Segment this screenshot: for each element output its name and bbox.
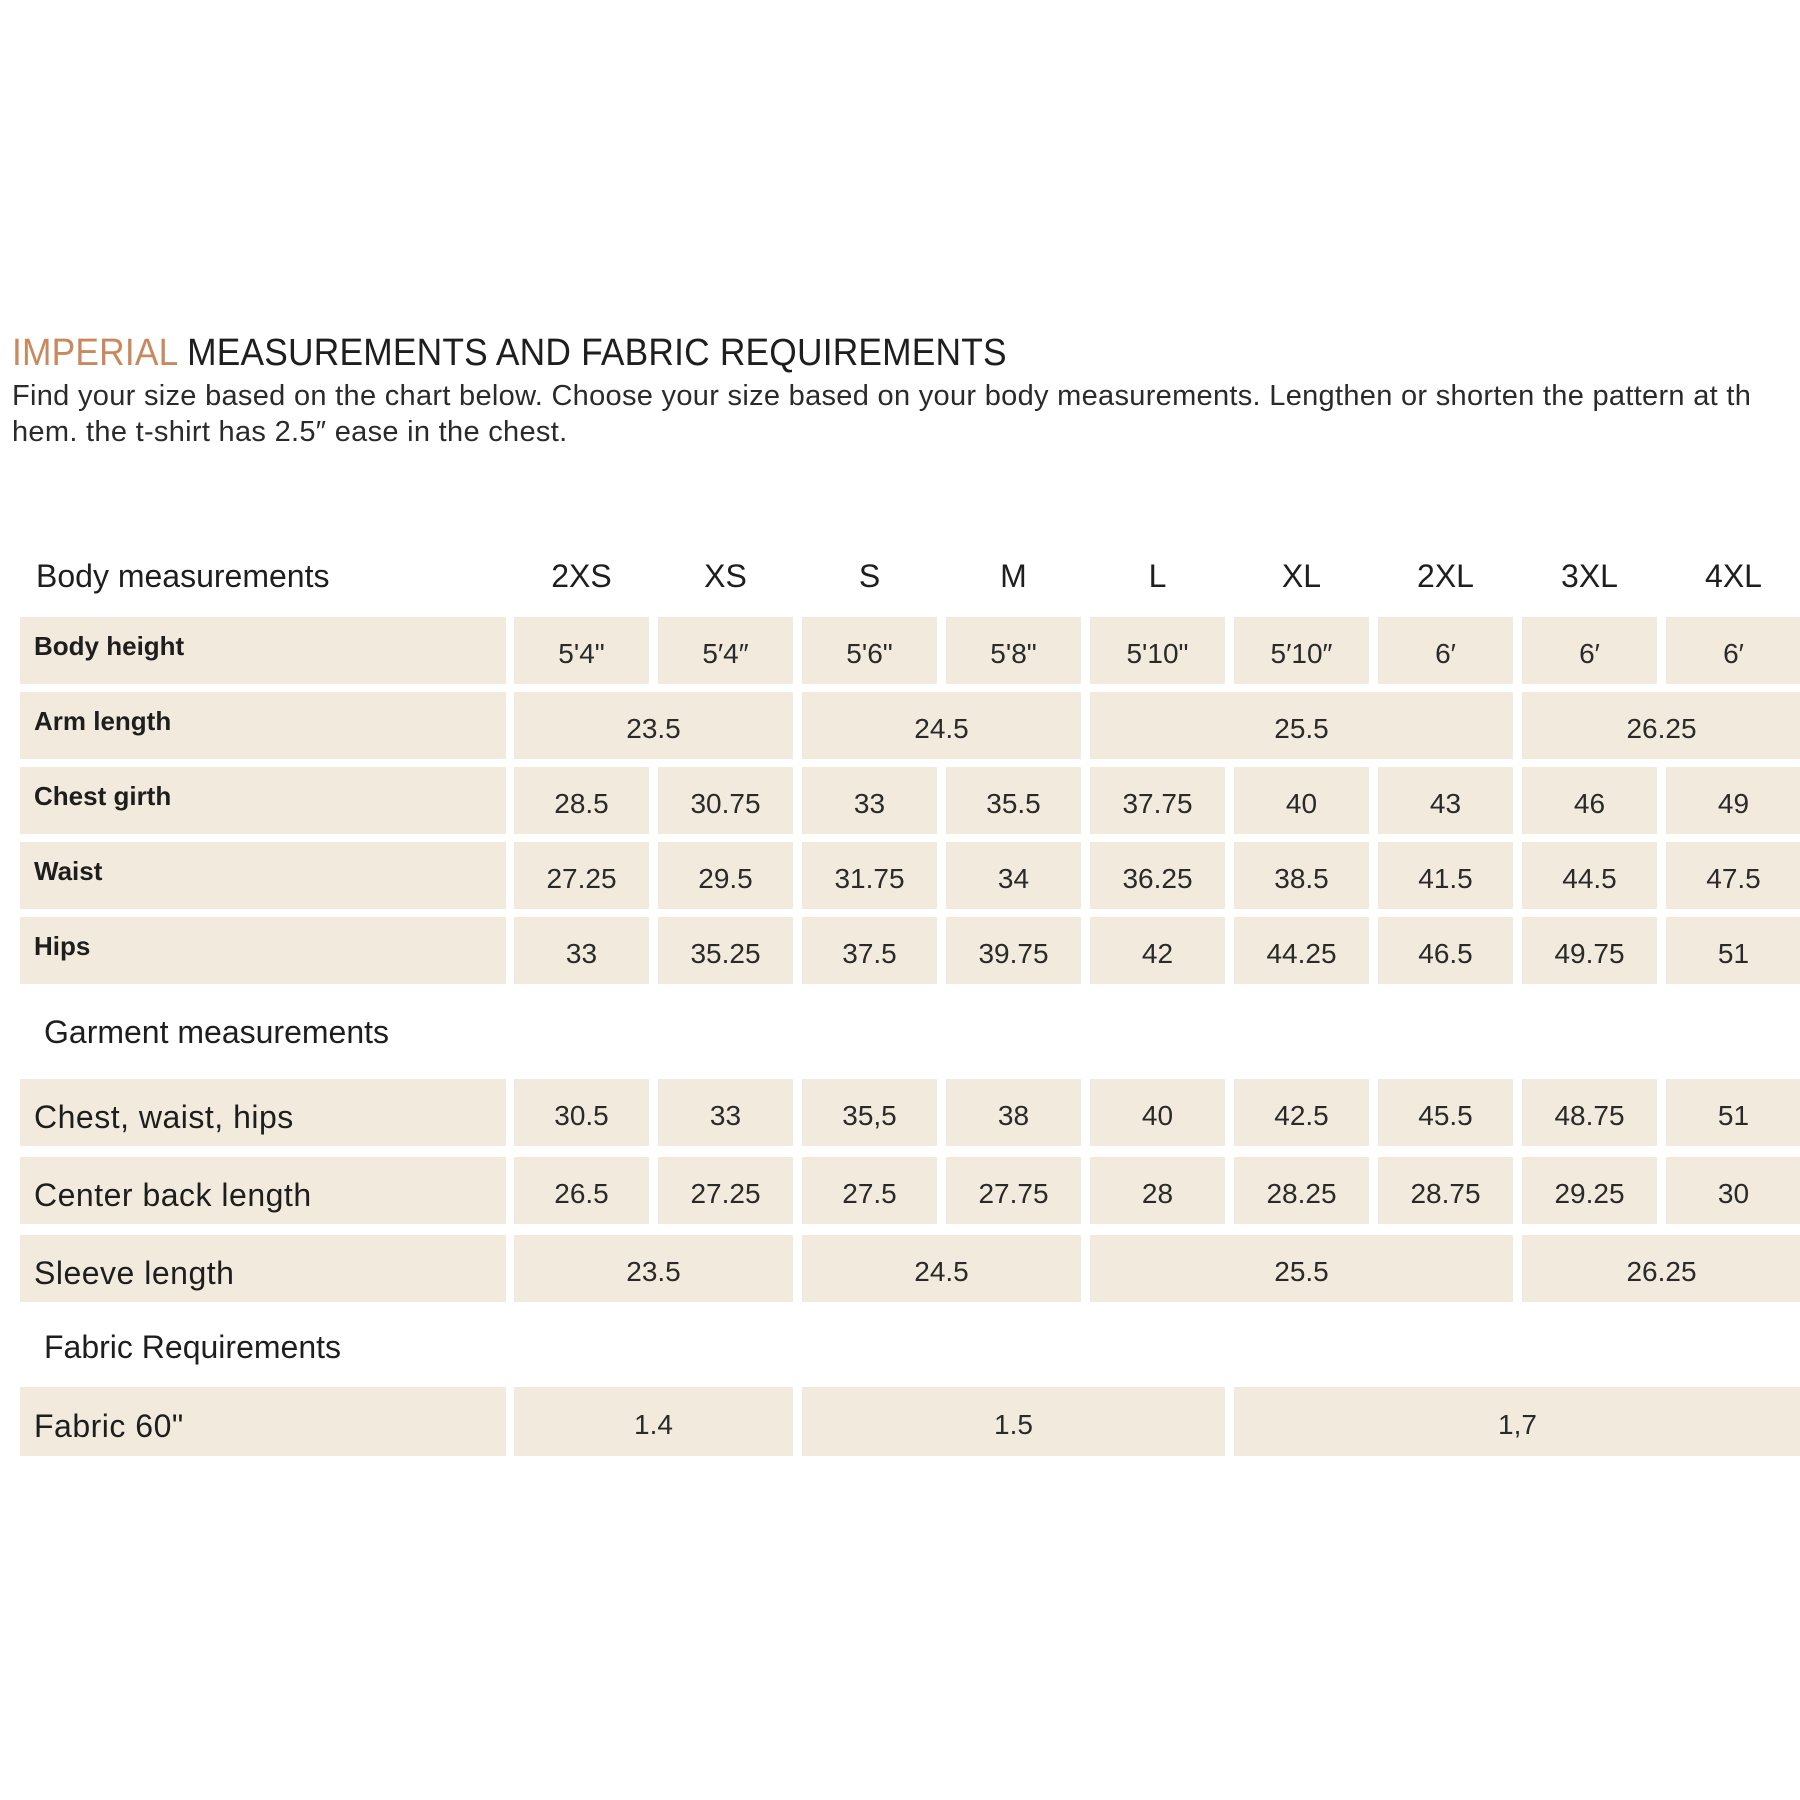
table-cell: 1,7 — [1234, 1387, 1800, 1456]
table-cell: 27.75 — [946, 1157, 1081, 1224]
description — [12, 378, 1800, 450]
table-cell: 37.5 — [802, 917, 937, 984]
size-header: S — [858, 558, 881, 594]
table-cell: 46.5 — [1378, 917, 1513, 984]
table-cell: 44.5 — [1522, 842, 1657, 909]
table-cell: 36.25 — [1090, 842, 1225, 909]
size-header: M — [1000, 558, 1027, 594]
table-cell: 27.25 — [514, 842, 649, 909]
table-cell: 45.5 — [1378, 1079, 1513, 1146]
table-cell: 38 — [946, 1079, 1081, 1146]
table-cell: 28 — [1090, 1157, 1225, 1224]
table-cell: 6′ — [1378, 617, 1513, 684]
fabric-requirements-heading: Fabric Requirements — [44, 1329, 341, 1365]
table-cell: 47.5 — [1666, 842, 1800, 909]
table-cell: 28.75 — [1378, 1157, 1513, 1224]
table-cell: 24.5 — [802, 1235, 1081, 1302]
row-label: Sleeve length — [20, 1235, 506, 1302]
table-cell: 51 — [1666, 1079, 1800, 1146]
table-cell: 30.5 — [514, 1079, 649, 1146]
table-cell: 42.5 — [1234, 1079, 1369, 1146]
page-title — [12, 332, 1007, 375]
table-cell: 6′ — [1666, 617, 1800, 684]
table-cell: 23.5 — [514, 1235, 793, 1302]
table-cell: 27.25 — [658, 1157, 793, 1224]
row-label: Chest girth — [20, 767, 506, 834]
table-cell: 33 — [802, 767, 937, 834]
table-cell: 40 — [1234, 767, 1369, 834]
table-cell: 35,5 — [802, 1079, 937, 1146]
table-cell: 49 — [1666, 767, 1800, 834]
table-cell: 33 — [658, 1079, 793, 1146]
table-cell: 30 — [1666, 1157, 1800, 1224]
table-cell: 51 — [1666, 917, 1800, 984]
table-cell: 5'4" — [514, 617, 649, 684]
table-cell: 46 — [1522, 767, 1657, 834]
title-accent: IMPERIAL — [12, 332, 178, 374]
table-cell: 25.5 — [1090, 1235, 1513, 1302]
table-cell: 5'8" — [946, 617, 1081, 684]
size-header: 3XL — [1561, 558, 1618, 594]
table-cell: 40 — [1090, 1079, 1225, 1146]
size-header: XS — [704, 558, 747, 594]
table-cell: 26.5 — [514, 1157, 649, 1224]
table-cell: 43 — [1378, 767, 1513, 834]
table-cell: 48.75 — [1522, 1079, 1657, 1146]
table-cell: 49.75 — [1522, 917, 1657, 984]
table-cell: 5'10" — [1090, 617, 1225, 684]
row-label: Fabric 60" — [20, 1387, 506, 1456]
table-cell: 5′4″ — [658, 617, 793, 684]
size-header: 2XS — [551, 558, 612, 594]
table-cell: 1.4 — [514, 1387, 793, 1456]
table-cell: 37.75 — [1090, 767, 1225, 834]
size-header: XL — [1281, 558, 1322, 594]
table-cell: 5′10″ — [1234, 617, 1369, 684]
table-cell: 33 — [514, 917, 649, 984]
table-cell: 35.5 — [946, 767, 1081, 834]
table-cell: 35.25 — [658, 917, 793, 984]
size-header: L — [1148, 558, 1167, 594]
row-label: Arm length — [20, 692, 506, 759]
table-cell: 6′ — [1522, 617, 1657, 684]
table-cell: 28.25 — [1234, 1157, 1369, 1224]
table-cell: 25.5 — [1090, 692, 1513, 759]
table-cell: 30.75 — [658, 767, 793, 834]
table-cell: 5'6" — [802, 617, 937, 684]
table-cell: 27.5 — [802, 1157, 937, 1224]
table-cell: 24.5 — [802, 692, 1081, 759]
row-label: Waist — [20, 842, 506, 909]
table-cell: 44.25 — [1234, 917, 1369, 984]
table-cell: 29.5 — [658, 842, 793, 909]
row-label: Hips — [20, 917, 506, 984]
table-cell: 26.25 — [1522, 1235, 1800, 1302]
row-label: Chest, waist, hips — [20, 1079, 506, 1146]
table-cell: 31.75 — [802, 842, 937, 909]
garment-measurements-heading: Garment measurements — [44, 1014, 390, 1050]
title-rest: MEASUREMENTS AND FABRIC REQUIREMENTS — [187, 332, 1007, 374]
table-cell: 28.5 — [514, 767, 649, 834]
table-cell: 23.5 — [514, 692, 793, 759]
table-cell: 42 — [1090, 917, 1225, 984]
body-measurements-heading: Body measurements — [36, 558, 330, 594]
size-header: 4XL — [1705, 558, 1762, 594]
row-label: Center back length — [20, 1157, 506, 1224]
size-header: 2XL — [1417, 558, 1474, 594]
row-label: Body height — [20, 617, 506, 684]
table-cell: 39.75 — [946, 917, 1081, 984]
description-line-1: Find your size based on the chart below. Choose your size based on your body measurements. Lengthen or shorten the pattern at th — [12, 380, 1752, 412]
table-cell: 41.5 — [1378, 842, 1513, 909]
table-cell: 29.25 — [1522, 1157, 1657, 1224]
description-line-2: hem. the t-shirt has 2.5″ ease in the chest. — [12, 416, 568, 448]
table-cell: 1.5 — [802, 1387, 1225, 1456]
table-cell: 38.5 — [1234, 842, 1369, 909]
table-cell: 34 — [946, 842, 1081, 909]
table-cell: 26.25 — [1522, 692, 1800, 759]
